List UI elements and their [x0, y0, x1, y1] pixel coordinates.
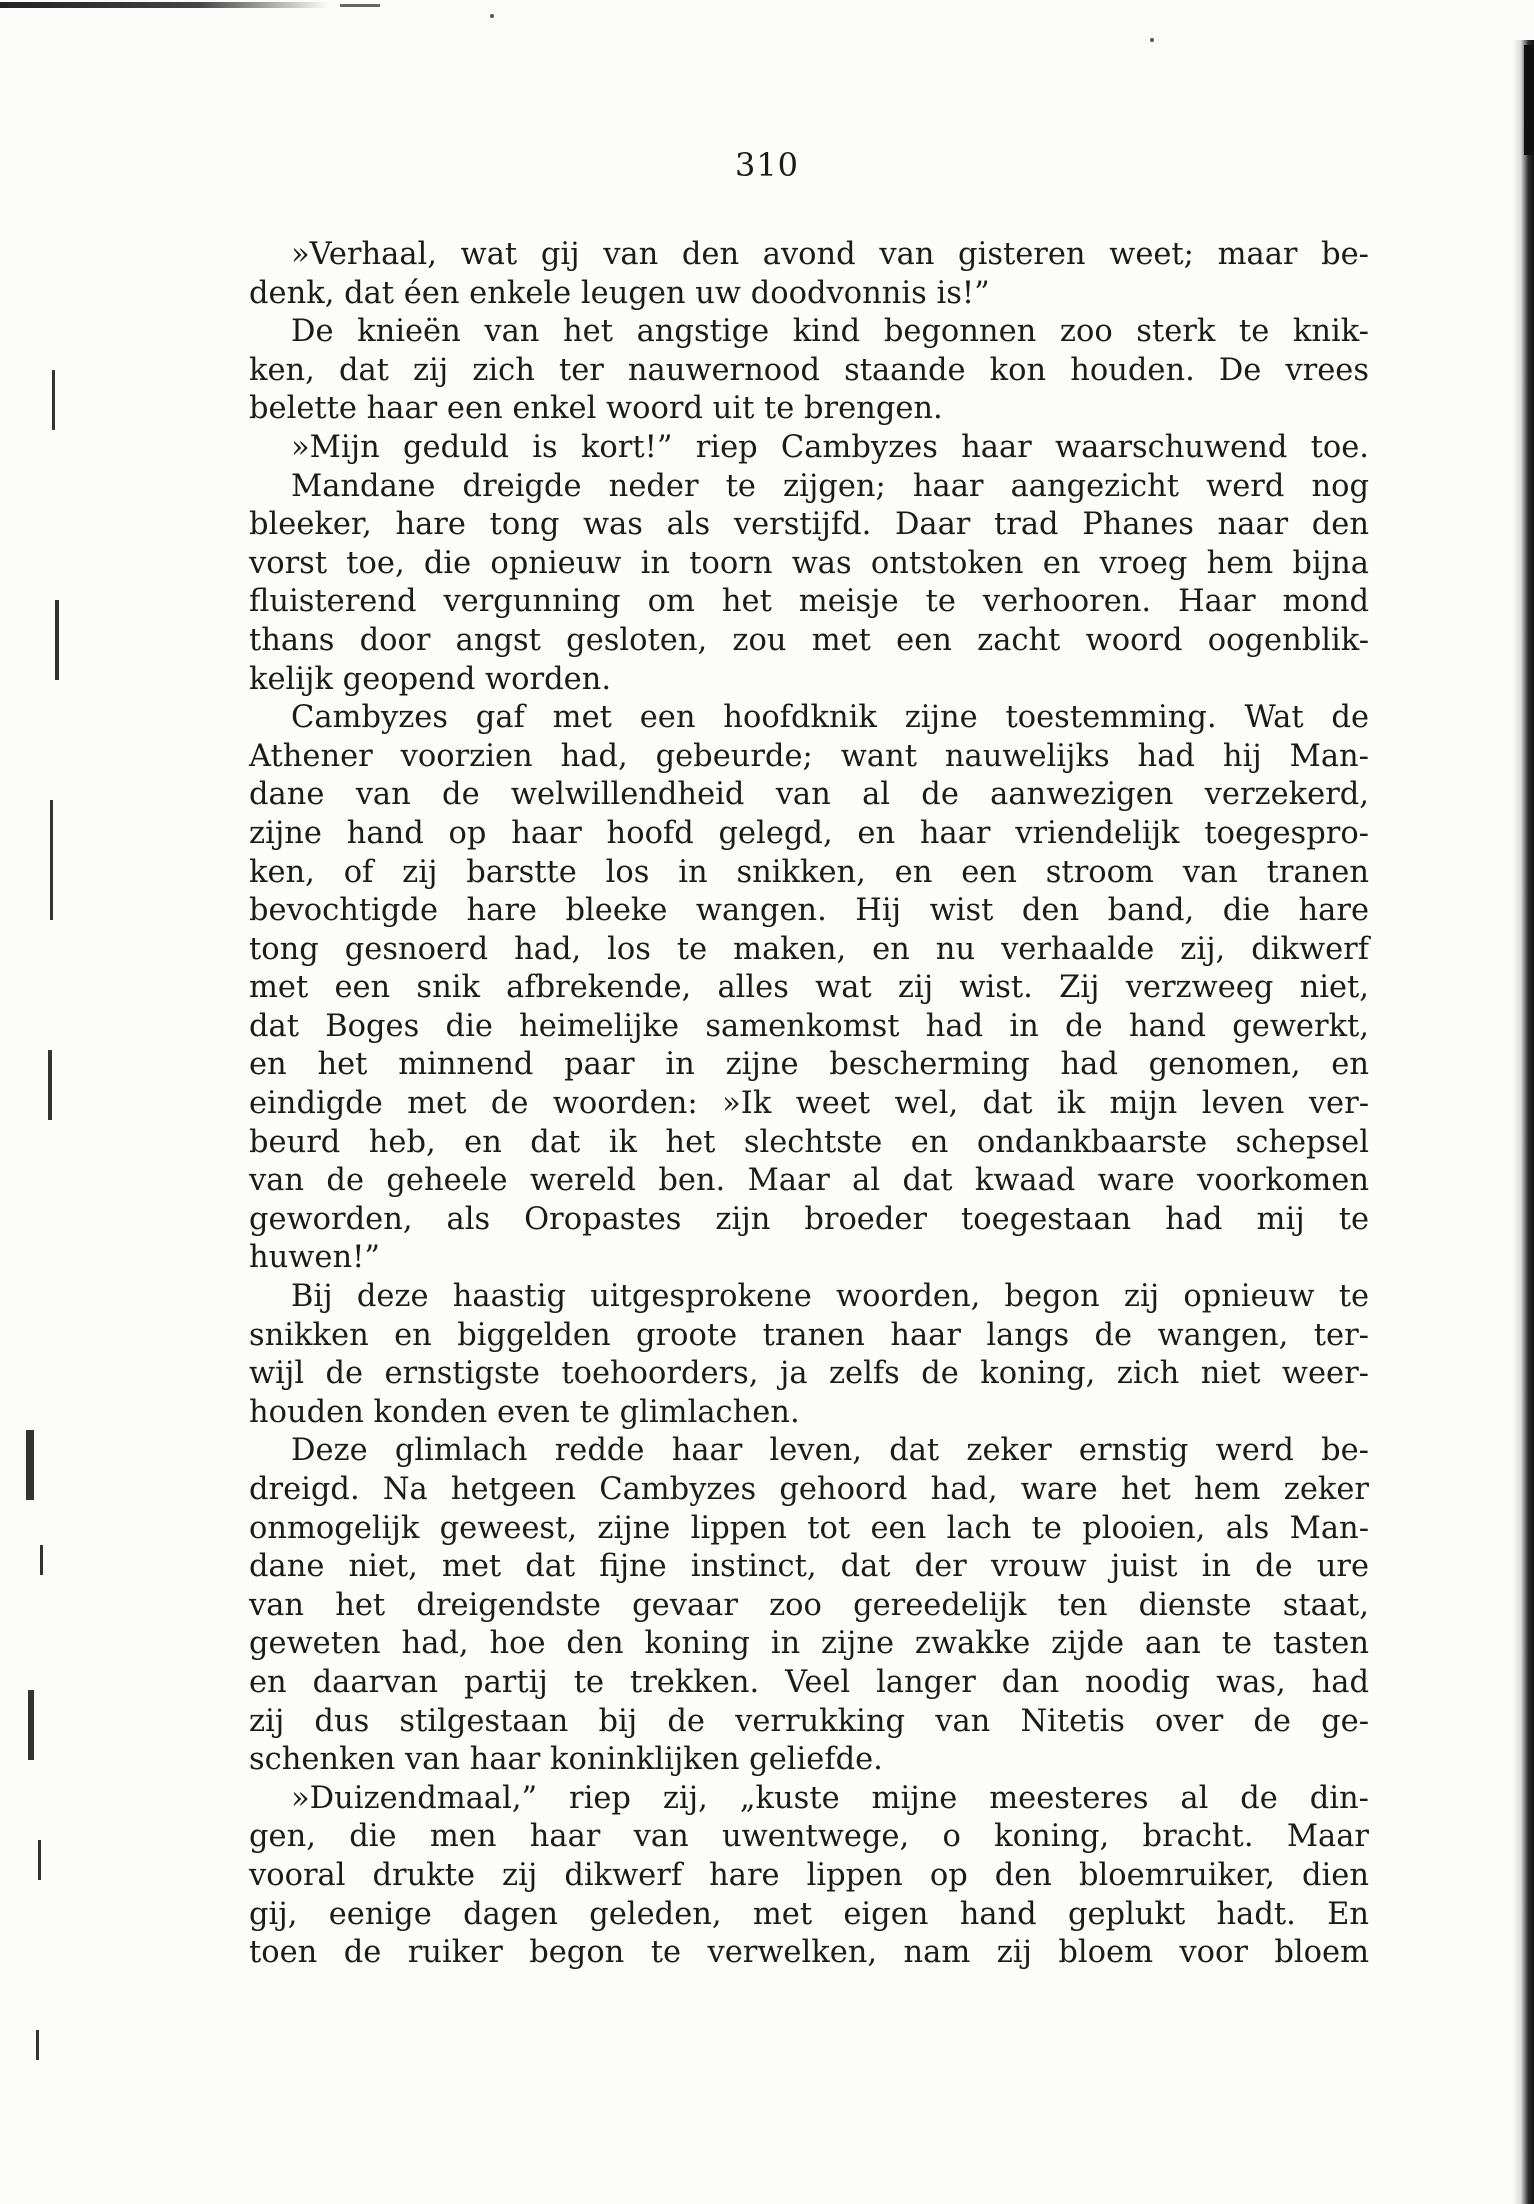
scan-mark — [28, 1690, 34, 1760]
text-line: »Duizendmaal,” riep zij, „kuste mijne meesteres al de din- — [291, 1780, 1369, 1816]
text-line: vorst toe, die opnieuw in toorn was ontstoken en vroeg hem bijna — [249, 545, 1369, 581]
scan-artifact-top-small — [340, 4, 380, 7]
text-line: »Mijn geduld is kort!” riep Cambyzes haar waarschuwend toe. — [291, 429, 1369, 465]
scan-artifact-right-edge — [1512, 40, 1534, 2204]
text-line: denk, dat éen enkele leugen uw doodvonnis is!” — [249, 275, 990, 311]
text-line: Athener voorzien had, gebeurde; want nauwelijks had hij Man- — [249, 738, 1369, 774]
text-line: dat Boges die heimelijke samenkomst had in de hand gewerkt, — [249, 1008, 1369, 1044]
text-line: dane niet, met dat fijne instinct, dat der vrouw juist in de ure — [249, 1549, 1369, 1585]
text-line: huwen!” — [249, 1240, 380, 1276]
scan-artifact-top — [0, 2, 330, 8]
text-line: Cambyzes gaf met een hoofdknik zijne toestemming. Wat de — [291, 700, 1369, 736]
text-line: houden konden even te glimlachen. — [249, 1394, 800, 1430]
text-line: van het dreigendste gevaar zoo gereedelijk ten dienste staat, — [249, 1587, 1369, 1623]
text-line: toen de ruiker begon te verwelken, nam zij bloem voor bloem — [249, 1935, 1369, 1971]
scan-artifact-left-edge — [0, 330, 70, 2190]
text-line: bevochtigde hare bleeke wangen. Hij wist den band, die hare — [249, 893, 1369, 929]
text-line: thans door angst gesloten, zou met een zacht woord oogenblik- — [249, 622, 1369, 658]
text-line: De knieën van het angstige kind begonnen zoo sterk te knik- — [291, 314, 1369, 350]
text-line: eindigde met de woorden: »Ik weet wel, dat ik mijn leven ver- — [249, 1086, 1369, 1122]
text-line: bleeker, hare tong was als verstijfd. Daar trad Phanes naar den — [249, 507, 1369, 543]
scan-mark — [50, 800, 53, 920]
scan-mark — [26, 1430, 34, 1500]
text-line: met een snik afbrekende, alles wat zij wist. Zij verzweeg niet, — [249, 970, 1369, 1006]
text-line: kelijk geopend worden. — [249, 661, 612, 697]
text-line: tong gesnoerd had, los te maken, en nu verhaalde zij, dikwerf — [249, 931, 1369, 967]
scan-speck — [1150, 38, 1154, 42]
scan-speck — [490, 14, 494, 18]
scan-mark — [48, 1050, 52, 1120]
text-line: en daarvan partij te trekken. Veel langer dan noodig was, had — [249, 1664, 1369, 1700]
scan-mark — [38, 1840, 41, 1880]
scan-artifact-right-edge-dark — [1524, 45, 1534, 155]
text-line: dreigd. Na hetgeen Cambyzes gehoord had, ware het hem zeker — [249, 1472, 1369, 1507]
text-line: »Verhaal, wat gij van den avond van gisteren weet; maar be- — [291, 237, 1369, 272]
text-line: en het minnend paar in zijne bescherming had genomen, en — [249, 1047, 1369, 1083]
text-line: snikken en biggelden groote tranen haar langs de wangen, ter- — [249, 1317, 1369, 1353]
scan-mark — [40, 1545, 43, 1575]
body-text — [249, 236, 1369, 1973]
text-line: beurd heb, en dat ik het slechtste en ondankbaarste schepsel — [249, 1124, 1369, 1160]
scan-mark — [36, 2030, 39, 2060]
text-line: vooral drukte zij dikwerf hare lippen op den bloemruiker, dien — [249, 1857, 1369, 1893]
text-line: geworden, als Oropastes zijn broeder toegestaan had mij te — [249, 1201, 1369, 1237]
text-line: Deze glimlach redde haar leven, dat zeker ernstig werd be- — [291, 1433, 1369, 1469]
text-line: ken, dat zij zich ter nauwernood staande kon houden. De vrees — [249, 352, 1369, 388]
text-line: zij dus stilgestaan bij de verrukking van Nitetis over de ge- — [249, 1703, 1369, 1739]
text-line: wijl de ernstigste toehoorders, ja zelfs de koning, zich niet weer- — [249, 1356, 1369, 1392]
text-line: gij, eenige dagen geleden, met eigen hand geplukt hadt. En — [249, 1896, 1369, 1932]
text-line: Mandane dreigde neder te zijgen; haar aangezicht werd nog — [291, 468, 1369, 504]
text-line: ken, of zij barstte los in snikken, en een stroom van tranen — [249, 854, 1369, 890]
text-line: belette haar een enkel woord uit te brengen. — [249, 391, 943, 427]
scan-mark — [52, 370, 55, 430]
text-line: fluisterend vergunning om het meisje te verhooren. Haar mond — [249, 584, 1369, 620]
text-line: gen, die men haar van uwentwege, o koning, bracht. Maar — [249, 1819, 1369, 1855]
text-line: dane van de welwillendheid van al de aanwezigen verzekerd, — [249, 777, 1369, 813]
text-line: van de geheele wereld ben. Maar al dat kwaad ware voorkomen — [249, 1163, 1369, 1199]
text-line: onmogelijk geweest, zijne lippen tot een lach te plooien, als Man- — [249, 1510, 1369, 1546]
text-line: zijne hand op haar hoofd gelegd, en haar vriendelijk toegespro- — [249, 815, 1369, 851]
page-number: 310 — [734, 146, 800, 184]
text-line: Bij deze haastig uitgesprokene woorden, begon zij opnieuw te — [291, 1279, 1369, 1315]
scan-mark — [55, 600, 59, 680]
text-line: schenken van haar koninklijken geliefde. — [249, 1742, 883, 1778]
text-line: geweten had, hoe den koning in zijne zwakke zijde aan te tasten — [249, 1626, 1369, 1662]
